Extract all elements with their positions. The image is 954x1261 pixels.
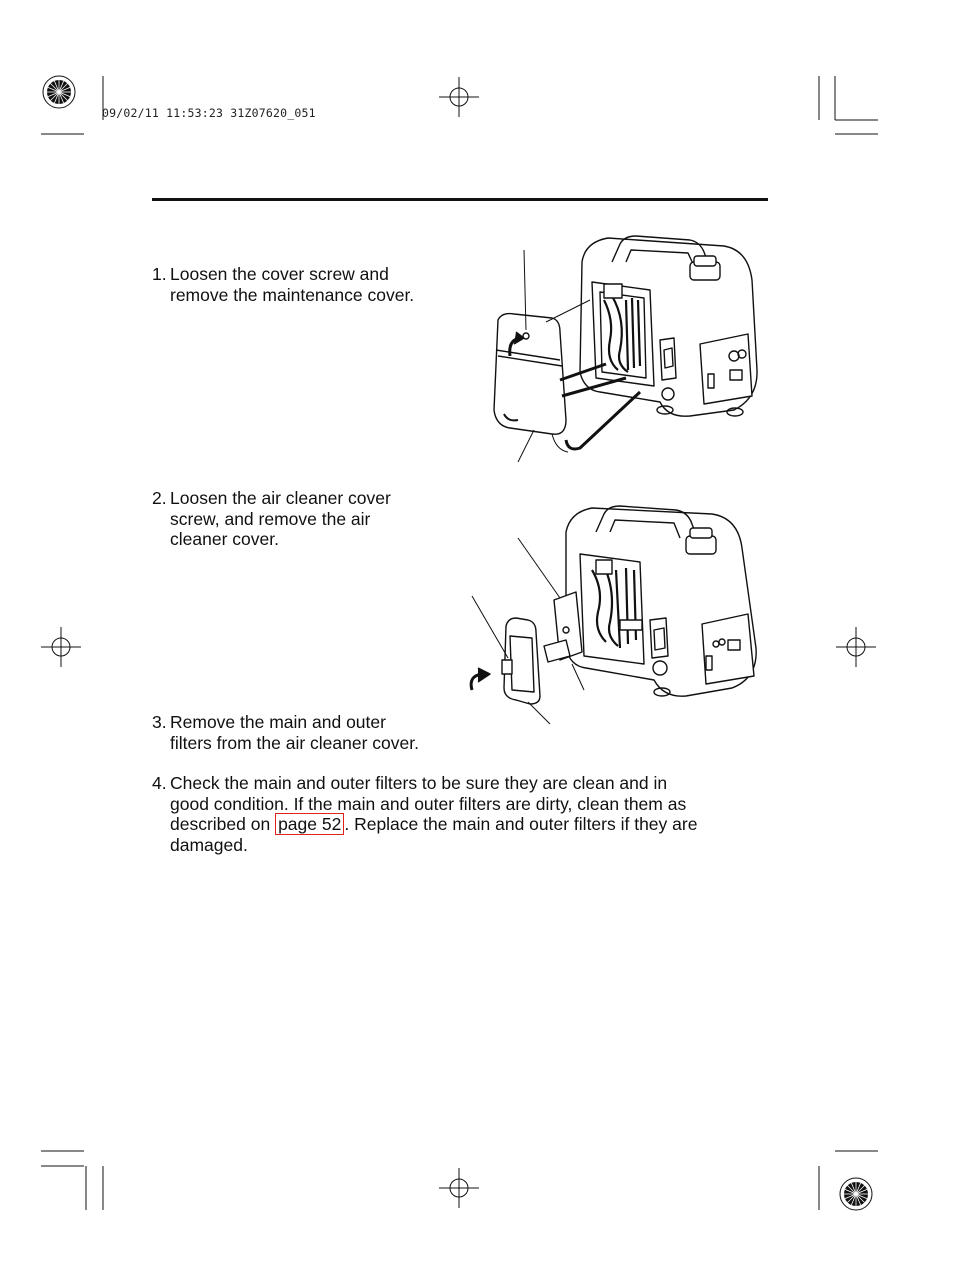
step-text-line xyxy=(170,814,768,835)
step-text-line: damaged. xyxy=(170,834,248,855)
registration-mark-top-left xyxy=(43,76,75,108)
header-rule xyxy=(152,198,768,201)
crosshair-right xyxy=(836,627,876,667)
crop-marks xyxy=(41,76,878,1210)
step-text-segment: described on xyxy=(170,814,276,834)
step-text-line: Remove the main and outer xyxy=(170,712,386,732)
step-text-line: Check the main and outer filters to be sure they are clean and in xyxy=(170,773,668,793)
page-52-link[interactable]: page 52 xyxy=(275,813,344,835)
step-text-line: filters from the air cleaner cover. xyxy=(170,732,419,753)
step-number: 2. xyxy=(152,488,167,508)
step-4 xyxy=(152,773,768,855)
step-text-segment: . Replace the main and outer filters if they are xyxy=(344,814,698,834)
print-stamp: 09/02/11 11:53:23 31Z07620_051 xyxy=(102,106,316,120)
step-number: 4. xyxy=(152,773,167,793)
crosshair-top xyxy=(439,77,479,117)
crosshair-bottom xyxy=(439,1168,479,1208)
step-number: 3. xyxy=(152,712,167,732)
step-1 xyxy=(152,264,472,305)
registration-mark-bottom-right xyxy=(840,1178,872,1210)
step-2 xyxy=(152,488,472,550)
step-text-line: Loosen the air cleaner cover xyxy=(170,488,391,508)
step-text-line: good condition. If the main and outer filters are dirty, clean them as xyxy=(170,793,687,814)
step-text-line: cleaner cover. xyxy=(170,529,279,549)
step-text-line: Loosen the cover screw and xyxy=(170,264,389,284)
step-text-line: remove the maintenance cover. xyxy=(170,284,415,305)
step-text-line: screw, and remove the air xyxy=(170,508,371,529)
step-number: 1. xyxy=(152,264,167,284)
step-3 xyxy=(152,712,472,753)
crosshair-left xyxy=(41,627,81,667)
